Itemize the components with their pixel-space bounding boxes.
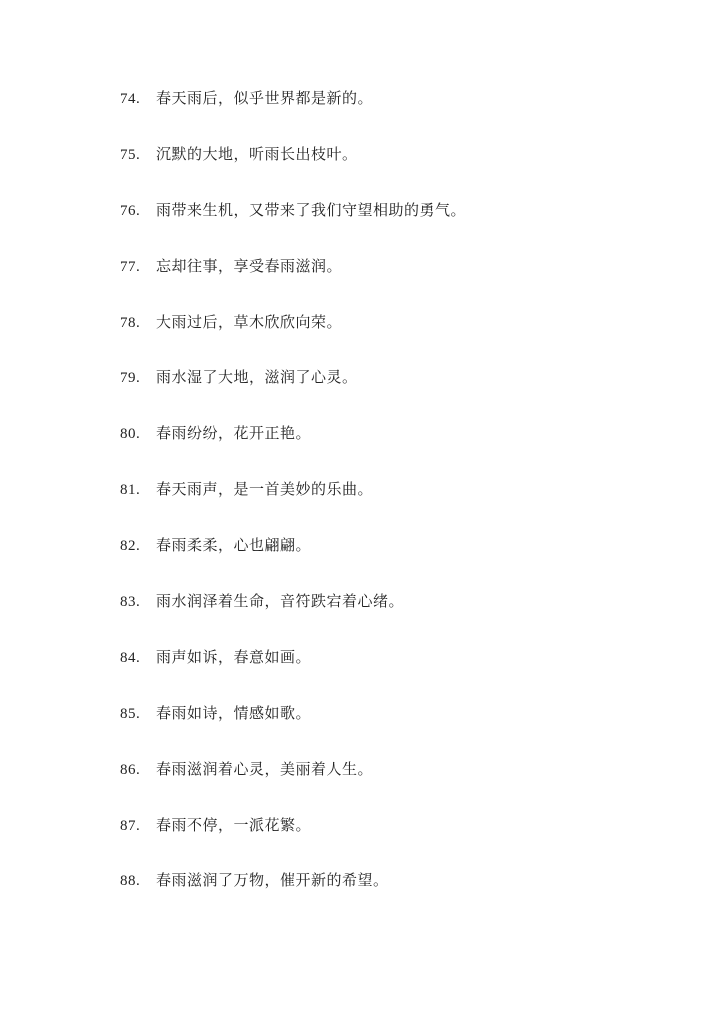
item-number: 83. [120, 594, 141, 611]
item-text: 雨水湿了大地，滋润了心灵。 [156, 368, 358, 387]
list-item [120, 699, 466, 755]
list-item [120, 587, 466, 643]
list-item [120, 196, 466, 252]
item-text: 春雨滋润着心灵，美丽着人生。 [156, 759, 374, 778]
item-text: 春雨滋润了万物，催开新的希望。 [156, 871, 389, 890]
item-number: 84. [120, 649, 141, 666]
item-number: 88. [120, 873, 141, 890]
item-number: 74. [120, 91, 141, 107]
list-item [120, 308, 466, 364]
sentence-list [120, 84, 466, 922]
item-text: 大雨过后，草木欣欣向荣。 [156, 312, 343, 331]
list-item [120, 363, 466, 419]
item-text: 忘却往事，享受春雨滋润。 [156, 256, 343, 275]
item-text: 春天雨声，是一首美妙的乐曲。 [156, 480, 374, 499]
item-number: 79. [120, 370, 141, 387]
item-text: 雨带来生机，又带来了我们守望相助的勇气。 [156, 200, 467, 219]
list-item [120, 252, 466, 308]
item-number: 80. [120, 426, 141, 443]
item-number: 78. [120, 314, 141, 331]
list-item [120, 531, 466, 587]
item-number: 82. [120, 538, 141, 555]
list-item [120, 866, 466, 922]
list-item [120, 140, 466, 196]
item-text: 春雨纷纷，花开正艳。 [156, 424, 312, 443]
item-text: 春雨如诗，情感如歌。 [156, 703, 312, 722]
item-text: 春雨不停，一派花繁。 [156, 815, 312, 834]
list-item [120, 755, 466, 811]
item-text: 春天雨后，似乎世界都是新的。 [156, 89, 374, 107]
item-number: 85. [120, 705, 141, 722]
item-text: 雨水润泽着生命，音符跌宕着心绪。 [156, 592, 405, 611]
list-item [120, 419, 466, 475]
item-number: 76. [120, 202, 141, 219]
list-item [120, 643, 466, 699]
item-number: 86. [120, 761, 141, 778]
item-number: 75. [120, 146, 141, 163]
list-item [120, 811, 466, 867]
item-number: 77. [120, 258, 141, 275]
item-text: 沉默的大地，听雨长出枝叶。 [156, 144, 358, 163]
item-text: 雨声如诉，春意如画。 [156, 647, 312, 666]
item-number: 81. [120, 482, 141, 499]
item-number: 87. [120, 817, 141, 834]
list-item [120, 475, 466, 531]
item-text: 春雨柔柔，心也翩翩。 [156, 536, 312, 555]
list-item [120, 84, 466, 140]
